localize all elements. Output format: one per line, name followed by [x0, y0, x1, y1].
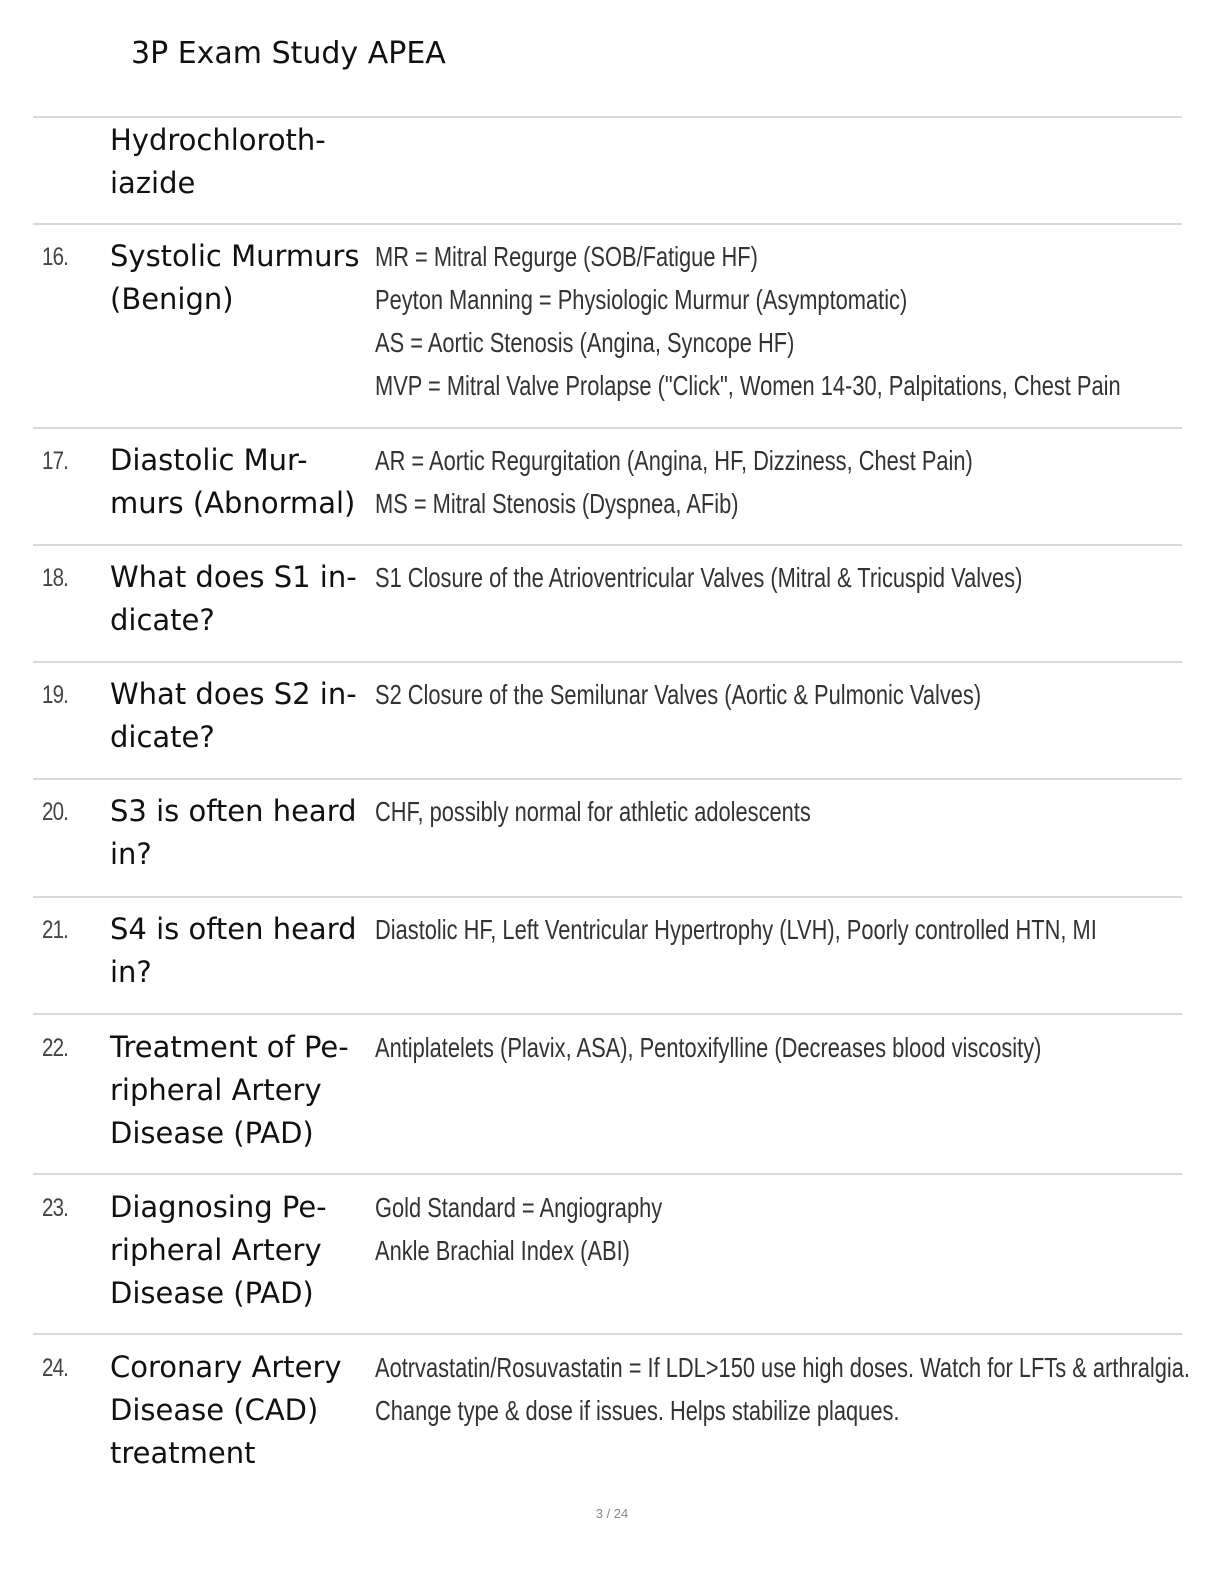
- row-definition: [375, 1026, 1041, 1069]
- def-line: S1 Closure of the Atrioventricular Valves (Mitral & Tricuspid Valves): [375, 562, 1023, 593]
- divider: [33, 1333, 1182, 1335]
- divider: [33, 896, 1182, 898]
- term-line: murs (Abnormal): [110, 486, 356, 520]
- divider: [33, 544, 1182, 546]
- def-line: AS = Aortic Stenosis (Angina, Syncope HF): [375, 327, 795, 358]
- def-line: Ankle Brachial Index (ABI): [375, 1235, 630, 1266]
- def-line: MS = Mitral Stenosis (Dyspnea, AFib): [375, 488, 739, 519]
- row-definition: [375, 908, 1097, 951]
- term-line: Disease (PAD): [110, 1116, 314, 1150]
- row-number: 19.: [42, 681, 69, 709]
- row-term: [110, 235, 372, 321]
- row-definition: [375, 556, 1022, 599]
- term-line: Disease (PAD): [110, 1276, 314, 1310]
- term-line: (Benign): [110, 282, 234, 316]
- row-number: 17.: [42, 447, 69, 475]
- row-definition: [375, 1186, 662, 1272]
- term-line: What does S2 in-: [110, 677, 357, 711]
- term-line: Coronary Artery: [110, 1350, 342, 1384]
- term-line: ripheral Artery: [110, 1233, 322, 1267]
- row-number: 21.: [42, 916, 69, 944]
- row-term: [110, 439, 372, 525]
- row-number: 23.: [42, 1194, 69, 1222]
- divider: [33, 1013, 1182, 1015]
- divider: [33, 661, 1182, 663]
- def-line: Diastolic HF, Left Ventricular Hypertrophy (LVH), Poorly controlled HTN, MI: [375, 914, 1097, 945]
- row-definition: [375, 1346, 1190, 1432]
- row-definition: [375, 673, 981, 716]
- row-number: 24.: [42, 1354, 69, 1382]
- row-definition: [375, 439, 973, 525]
- row-term: [110, 1346, 372, 1475]
- row-definition: [375, 235, 1121, 407]
- term-line: treatment: [110, 1436, 256, 1470]
- row-term: [110, 908, 372, 994]
- row-term: [110, 673, 372, 759]
- page-number: 3 / 24: [595, 1506, 629, 1521]
- term-line: Hydrochloroth-: [110, 123, 326, 157]
- divider: [33, 116, 1182, 118]
- term-line: dicate?: [110, 603, 215, 637]
- row-term: [110, 1186, 372, 1315]
- row-definition: [375, 790, 811, 833]
- def-line: S2 Closure of the Semilunar Valves (Aortic & Pulmonic Valves): [375, 679, 982, 710]
- row-number: 20.: [42, 798, 69, 826]
- row-number: 18.: [42, 564, 69, 592]
- term-line: S3 is often heard: [110, 794, 357, 828]
- term-line: in?: [110, 955, 152, 989]
- def-line: CHF, possibly normal for athletic adolescents: [375, 796, 811, 827]
- def-line: Gold Standard = Angiography: [375, 1192, 663, 1223]
- row-term: [110, 556, 372, 642]
- def-line: Change type & dose if issues. Helps stabilize plaques.: [375, 1395, 900, 1426]
- def-line: MVP = Mitral Valve Prolapse ("Click", Women 14-30, Palpitations, Chest Pain: [375, 370, 1121, 401]
- divider: [33, 778, 1182, 780]
- term-line: in?: [110, 837, 152, 871]
- row-term: [110, 790, 372, 876]
- term-line: Diastolic Mur-: [110, 443, 308, 477]
- term-line: Disease (CAD): [110, 1393, 319, 1427]
- term-line: dicate?: [110, 720, 215, 754]
- term-line: Treatment of Pe-: [110, 1030, 349, 1064]
- term-line: Systolic Murmurs: [110, 239, 360, 273]
- def-line: AR = Aortic Regurgitation (Angina, HF, Dizziness, Chest Pain): [375, 445, 973, 476]
- divider: [33, 427, 1182, 429]
- divider: [33, 223, 1182, 225]
- term-line: iazide: [110, 166, 196, 200]
- def-line: Antiplatelets (Plavix, ASA), Pentoxifylline (Decreases blood viscosity): [375, 1032, 1042, 1063]
- term-line: ripheral Artery: [110, 1073, 322, 1107]
- term-line: S4 is often heard: [110, 912, 357, 946]
- term-line: What does S1 in-: [110, 560, 357, 594]
- continuation-term: [110, 119, 372, 205]
- def-line: MR = Mitral Regurge (SOB/Fatigue HF): [375, 241, 758, 272]
- def-line: Peyton Manning = Physiologic Murmur (Asymptomatic): [375, 284, 908, 315]
- divider: [33, 1173, 1182, 1175]
- def-line: Aotrvastatin/Rosuvastatin = If LDL>150 use high doses. Watch for LFTs & arthralgia.: [375, 1352, 1190, 1383]
- page-header-title: 3P Exam Study APEA: [131, 36, 446, 71]
- term-line: Diagnosing Pe-: [110, 1190, 327, 1224]
- row-term: [110, 1026, 372, 1155]
- row-number: 16.: [42, 243, 69, 271]
- row-number: 22.: [42, 1034, 69, 1062]
